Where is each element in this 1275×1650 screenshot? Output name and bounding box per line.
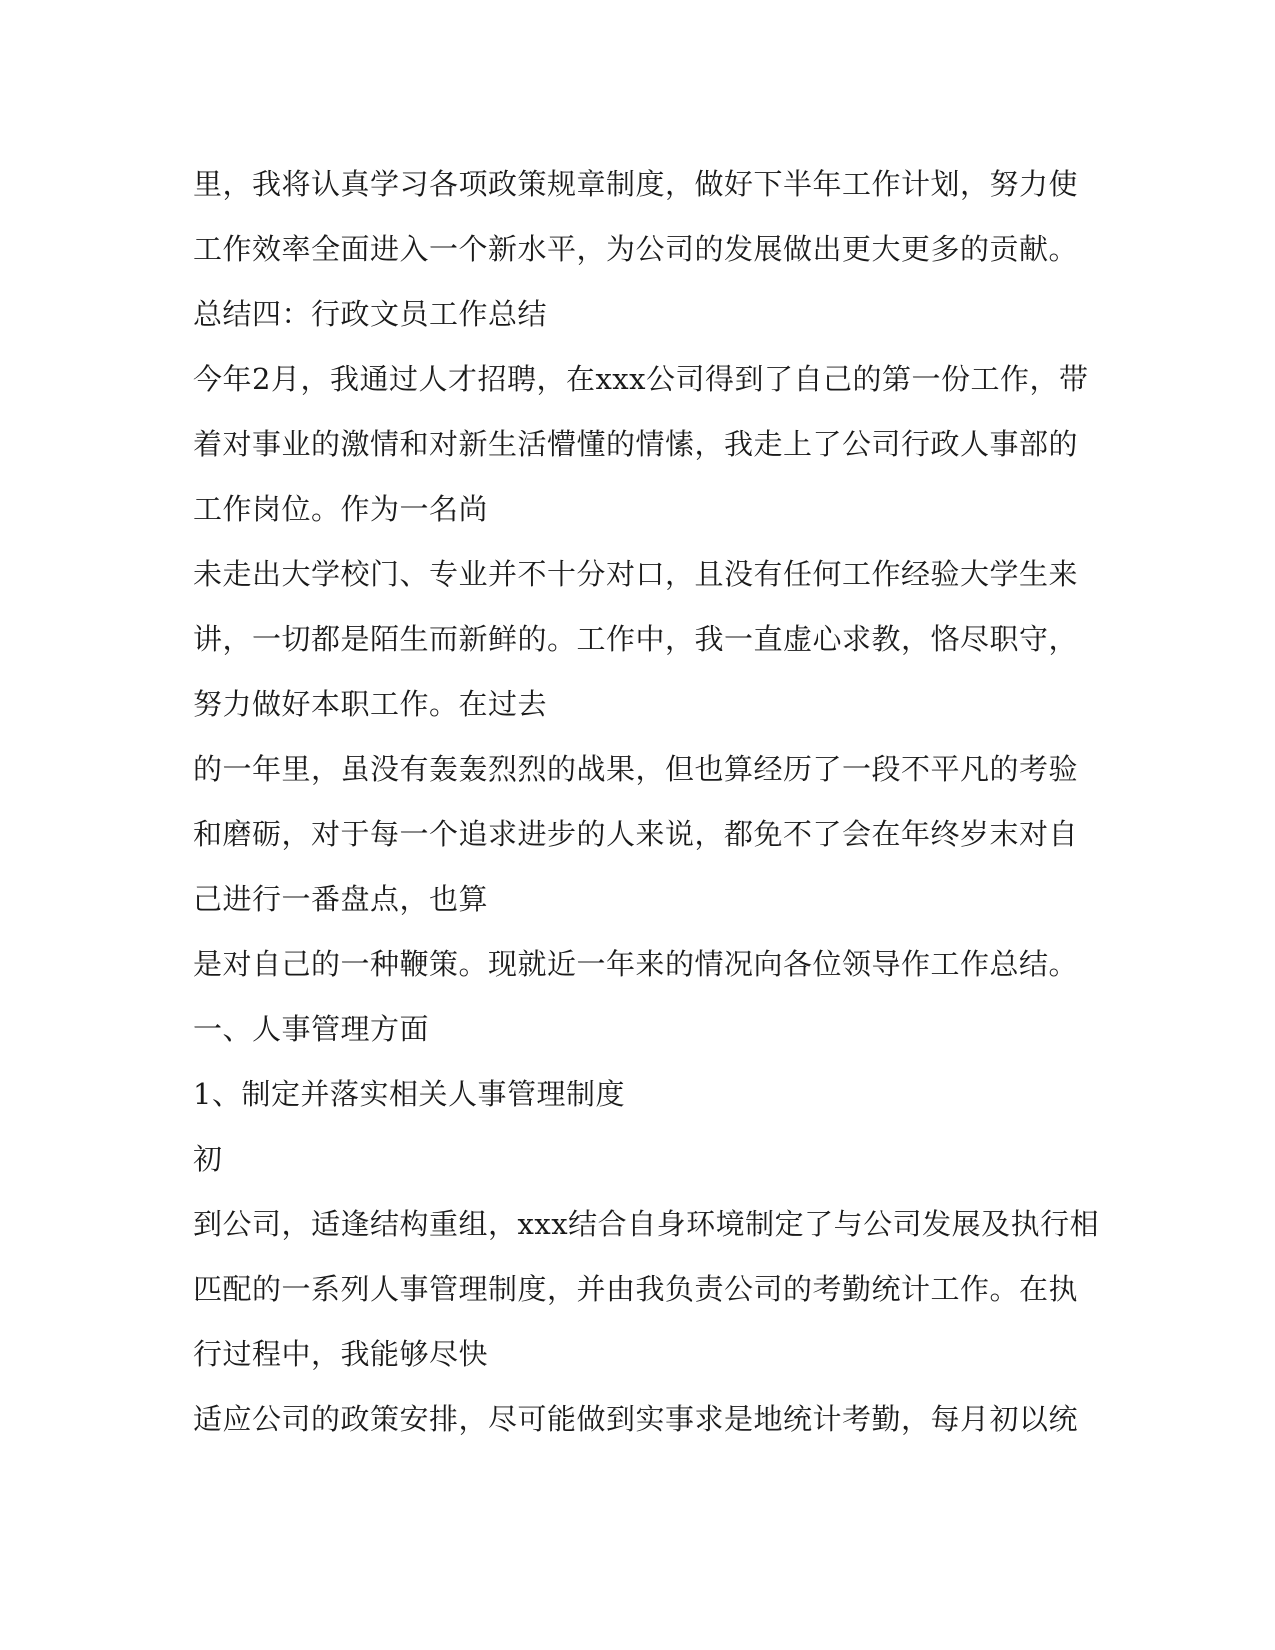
text-line: 适应公司的政策安排，尽可能做到实事求是地统计考勤，每月初以统: [193, 1402, 1079, 1436]
text-line: 里，我将认真学习各项政策规章制度，做好下半年工作计划，努力使: [193, 167, 1079, 201]
text-line: 今年2月，我通过人才招聘，在xxx公司得到了自己的第一份工作，带: [193, 362, 1089, 396]
text-line: 己进行一番盘点，也算: [193, 882, 489, 916]
text-line: 行过程中，我能够尽快: [193, 1337, 489, 1371]
text-line: 着对事业的激情和对新生活懵懂的情愫，我走上了公司行政人事部的: [193, 427, 1079, 461]
section-heading: 总结四：行政文员工作总结: [193, 297, 548, 331]
text-line: 工作效率全面进入一个新水平，为公司的发展做出更大更多的贡献。: [193, 232, 1079, 266]
text-line: 努力做好本职工作。在过去: [193, 687, 548, 721]
subsection-heading: 1、制定并落实相关人事管理制度: [193, 1077, 625, 1111]
text-line: 讲，一切都是陌生而新鲜的。工作中，我一直虚心求教，恪尽职守，: [193, 622, 1079, 656]
section-heading: 一、人事管理方面: [193, 1012, 430, 1046]
text-line: 未走出大学校门、专业并不十分对口，且没有任何工作经验大学生来: [193, 557, 1079, 591]
text-line: 匹配的一系列人事管理制度，并由我负责公司的考勤统计工作。在执: [193, 1272, 1079, 1306]
text-line: 是对自己的一种鞭策。现就近一年来的情况向各位领导作工作总结。: [193, 947, 1079, 981]
document-body: [193, 152, 1100, 1452]
text-line: 工作岗位。作为一名尚: [193, 492, 489, 526]
text-line: 的一年里，虽没有轰轰烈烈的战果，但也算经历了一段不平凡的考验: [193, 752, 1079, 786]
text-line: 初: [193, 1142, 223, 1176]
text-line: 和磨砺，对于每一个追求进步的人来说，都免不了会在年终岁末对自: [193, 817, 1079, 851]
text-line: 到公司，适逢结构重组，xxx结合自身环境制定了与公司发展及执行相: [193, 1207, 1100, 1241]
